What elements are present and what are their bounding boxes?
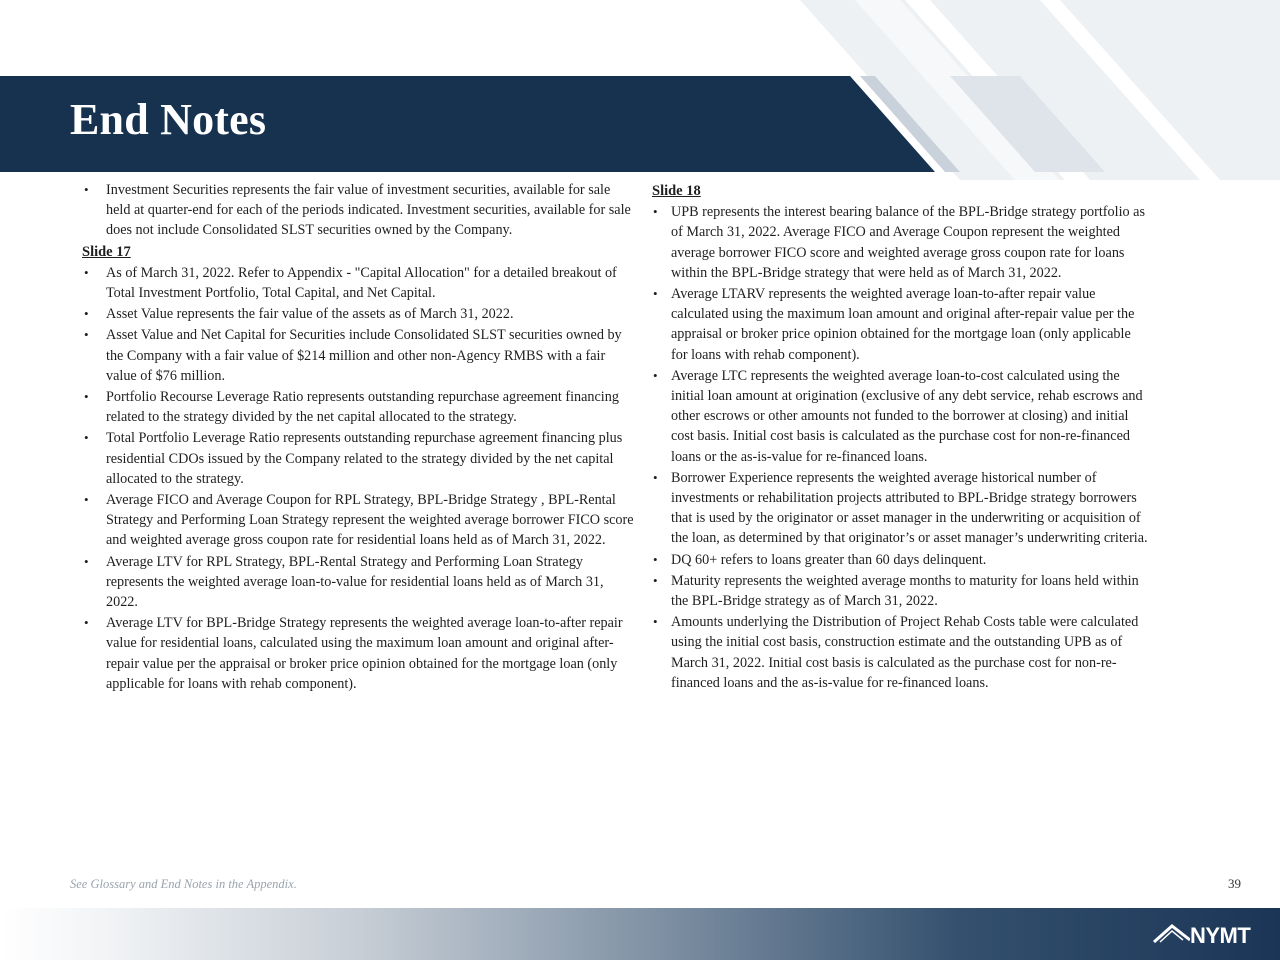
list-item: • Asset Value represents the fair value of the assets as of March 31, 2022. [82, 304, 634, 324]
list-item: • As of March 31, 2022. Refer to Appendix - "Capital Allocation" for a detailed breakout of Total Investment Portfolio, Total Capital, and Net Capital. [82, 263, 634, 303]
logo-text: NYMT [1190, 923, 1251, 948]
footer-note: See Glossary and End Notes in the Appendix. [70, 877, 297, 891]
page-title: End Notes [70, 95, 267, 144]
list-item: • Average LTV for BPL-Bridge Strategy represents the weighted average loan-to-after repair value for residential loans, calculated using the maximum loan amount and original after-repair value per the appraisal or broker price opinion obtained for the mortgage loan (only applicable for loans with rehab component). [82, 613, 634, 694]
company-logo [1150, 918, 1270, 952]
list-item: • Average LTC represents the weighted average loan-to-cost calculated using the initial loan amount at origination (exclusive of any debt service, rehab escrows and other escrows or other amounts not funded to the borrower at closing) and initial cost basis. Initial cost basis is calculated as the purchase cost for non-re-financed loans or the as-is-value for re-financed loans. [652, 366, 1148, 467]
list-item: • UPB represents the interest bearing balance of the BPL-Bridge strategy portfolio as of March 31, 2022. Average FICO and Average Coupon represent the weighted average borrower FICO score and weighted average gross coupon rate for loans within the BPL-Bridge strategy that were held as of March 31, 2022. [652, 202, 1148, 283]
intro-bullet-list [82, 180, 634, 241]
page-number: 39 [1228, 876, 1241, 891]
list-item: • Borrower Experience represents the weighted average historical number of investments or rehabilitation projects attributed to BPL-Bridge strategy borrowers that is used by the originator or asset manager in the underwriting or acquisition of the loan, as determined by that originator’s or asset manager’s underwriting criteria. [652, 468, 1148, 549]
left-column [82, 180, 634, 694]
right-column [652, 180, 1148, 693]
list-item: • Average FICO and Average Coupon for RPL Strategy, BPL-Bridge Strategy , BPL-Rental Strategy and Performing Loan Strategy represent the weighted average borrower FICO score and weighted average gross coupon rate for residential loans held as of March 31, 2022. [82, 490, 634, 551]
list-item: • Portfolio Recourse Leverage Ratio represents outstanding repurchase agreement financing related to the strategy divided by the net capital allocated to the strategy. [82, 387, 634, 427]
slide-17-bullet-list [82, 263, 634, 694]
list-item: • Asset Value and Net Capital for Securities include Consolidated SLST securities owned by the Company with a fair value of $214 million and other non-Agency RMBS with a fair value of $76 million. [82, 325, 634, 386]
list-item: • Amounts underlying the Distribution of Project Rehab Costs table were calculated using the initial cost basis, construction estimate and the outstanding UPB as of March 31, 2022. Initial cost basis is calculated as the purchase cost for non-re-financed loans and the as-is-value for re-financed loans. [652, 612, 1148, 693]
house-roof-icon [1150, 918, 1190, 952]
list-item: • Investment Securities represents the fair value of investment securities, available for sale held at quarter-end for each of the periods indicated. Investment securities, available for sale does not include Consolidated SLST securities owned by the Company. [82, 180, 634, 241]
section-heading-slide-17: Slide 17 [82, 243, 131, 260]
bottom-gradient-bar [0, 908, 1280, 960]
list-item: • Total Portfolio Leverage Ratio represents outstanding repurchase agreement financing plus residential CDOs issued by the Company related to the strategy divided by the net capital allocated to the strategy. [82, 428, 634, 489]
list-item: • Average LTARV represents the weighted average loan-to-after repair value calculated using the maximum loan amount and original after-repair value per the appraisal or broker price opinion obtained for the mortgage loan (only applicable for loans with rehab component). [652, 284, 1148, 365]
list-item: • DQ 60+ refers to loans greater than 60 days delinquent. [652, 550, 1148, 570]
list-item: • Maturity represents the weighted average months to maturity for loans held within the BPL-Bridge strategy as of March 31, 2022. [652, 571, 1148, 611]
section-heading-slide-18: Slide 18 [652, 183, 701, 199]
slide-18-bullet-list [652, 202, 1148, 693]
list-item: • Average LTV for RPL Strategy, BPL-Rental Strategy and Performing Loan Strategy represents the weighted average loan-to-value for residential loans held as of March 31, 2022. [82, 552, 634, 613]
